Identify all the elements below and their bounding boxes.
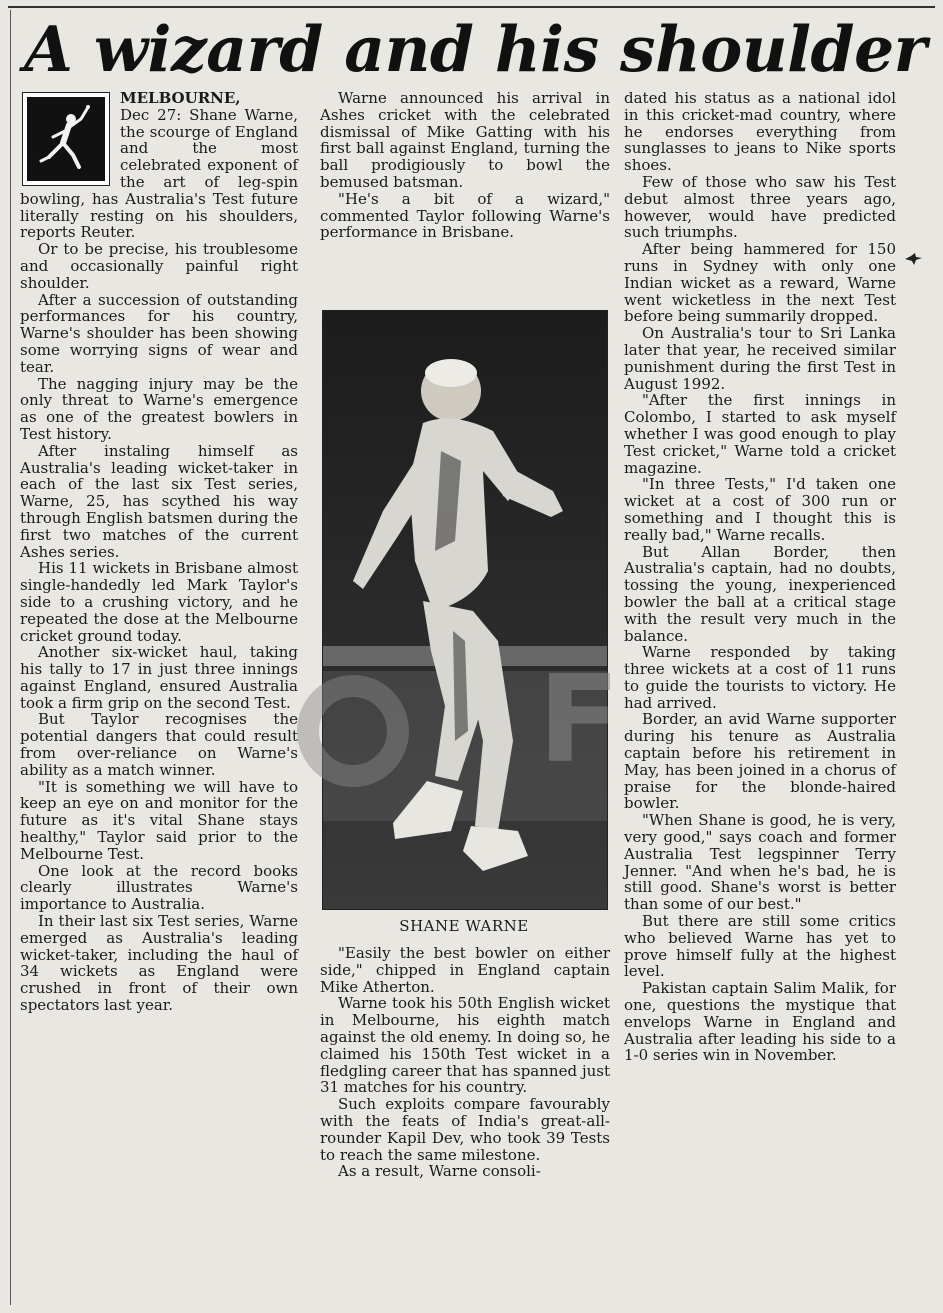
paragraph: "In three Tests," I'd taken one wicket at a cost of 300 run or something and I thought this is really bad," Warne recalls.: [624, 475, 896, 544]
paragraph: After being hammered for 150 runs in Sydney with only one Indian wicket as a reward, Warne went wicketless in the next Test before being summarily dropped.: [624, 240, 896, 326]
paragraph: In their last six Test series, Warne emerged as Australia's leading wicket-taker, including the haul of 34 wickets as England were crushed in front of their own spectators last year.: [20, 912, 298, 1015]
paragraph: Or to be precise, his troublesome and occasionally painful right shoulder.: [20, 240, 298, 292]
article-column-2-top: [320, 90, 610, 241]
paragraph: One look at the record books clearly illustrates Warne's importance to Australia.: [20, 861, 298, 914]
paragraph: Warne took his 50th English wicket in Melbourne, his eighth match against the old enemy. In doing so, he claimed his 150th Test wicket in a fledgling career that has spanned just 31 matches for his country.: [320, 994, 610, 1097]
paragraph: dated his status as a national idol in this cricket-mad country, where he endorses everything from sunglasses to jeans to Nike sports shoes.: [624, 89, 896, 175]
paragraph: Warne responded by taking three wickets at a cost of 11 runs to guide the tourists to victory. He had arrived.: [624, 643, 896, 712]
article-column-2-bottom: [320, 945, 610, 1180]
photo-caption: SHANE WARNE: [399, 917, 529, 935]
paragraph: "He's a bit of a wizard," commented Taylor following Warne's performance in Brisbane.: [320, 189, 610, 242]
paragraph: "Easily the best bowler on either side," chipped in England captain Mike Atherton.: [320, 944, 610, 996]
paragraph: Pakistan captain Salim Malik, for one, questions the mystique that envelops Warne in England and Australia after leading his side to a 1-0 series win in November.: [624, 979, 896, 1065]
bowler-photo-graphic: [323, 311, 620, 909]
bowler-photo: [322, 310, 620, 910]
paragraph: "It is something we will have to keep an eye on and monitor for the future as it's vital Shane stays healthy," Taylor said prior to the Melbourne Test.: [20, 777, 298, 863]
article-column-3: [624, 90, 896, 1064]
paragraph: "After the first innings in Colombo, I started to ask myself whether I was good enough to play Test cricket," Warne told a cricket magazine.: [624, 391, 896, 477]
paragraph: His 11 wickets in Brisbane almost single-handedly led Mark Taylor's side to a crushing victory, and he repeated the dose at the Melbourne cricket ground today.: [20, 559, 298, 645]
paragraph: Warne announced his arrival in Ashes cricket with the celebrated dismissal of Mike Gatting with his first ball against England, turning the ball prodigiously to bowl the bemused batsman.: [320, 89, 610, 191]
paragraph: But Taylor recognises the potential dangers that could result from over-reliance on Warne's ability as a match winner.: [20, 710, 298, 779]
paragraph: The nagging injury may be the only threat to Warne's emergence as one of the greatest bowlers in Test history.: [20, 374, 298, 443]
cricket-bowler-icon-graphic: [27, 97, 105, 181]
paragraph: But there are still some critics who believed Warne has yet to prove himself fully at the highest level.: [624, 912, 896, 981]
svg-text:F: F: [538, 651, 620, 790]
paragraph: But Allan Border, then Australia's captain, had no doubts, tossing the young, inexperienced bowler the ball at a critical stage with the result very much in the balance.: [624, 542, 896, 645]
paragraph: As a result, Warne consoli-: [338, 1162, 541, 1181]
paragraph: Few of those who saw his Test debut almost three years ago, however, would have predicted such triumphs.: [624, 172, 896, 242]
paragraph: "When Shane is good, he is very, very good," says coach and former Australia Test legspinner Terry Jenner. "And when he's bad, he is still good. Shane's worst is better than some of our best.": [624, 811, 896, 914]
dateline: MELBOURNE,: [120, 89, 241, 107]
paragraph: After a succession of outstanding performances for his country, Warne's shoulder has been showing some worrying signs of wear and tear.: [20, 290, 298, 376]
paragraph: Border, an avid Warne supporter during his tenure as Australia captain before his retirement in May, has been joined in a chorus of praise for the blonde-haired bowler.: [624, 710, 896, 813]
top-rule: [8, 6, 935, 8]
headline: A wizard and his shoulder: [24, 12, 927, 86]
left-rule: [10, 10, 11, 1305]
ink-speck-icon: [903, 252, 923, 266]
paragraph: Another six-wicket haul, taking his tally to 17 in just three innings against England, ensured Australia took a firm grip on the second Test.: [20, 643, 298, 712]
cricket-bowler-icon: [22, 92, 110, 186]
paragraph: Dec 27: Shane Warne, the scourge of England and the most celebrated exponent of the art of leg-spin bowling, has Australia's Test future literally resting on his shoulders, reports Reuter.: [20, 105, 298, 242]
paragraph: On Australia's tour to Sri Lanka later that year, he received similar punishment during the first Test in August 1992.: [624, 324, 896, 393]
paragraph: After instaling himself as Australia's leading wicket-taker in each of the last six Test series, Warne, 25, has scythed his way through English batsmen during the first two matches of the current Ashes series.: [20, 441, 298, 561]
article-column-1: [20, 90, 298, 1014]
paragraph: Such exploits compare favourably with the feats of India's great-all-rounder Kapil Dev, who took 39 Tests to reach the same milestone.: [320, 1095, 610, 1164]
